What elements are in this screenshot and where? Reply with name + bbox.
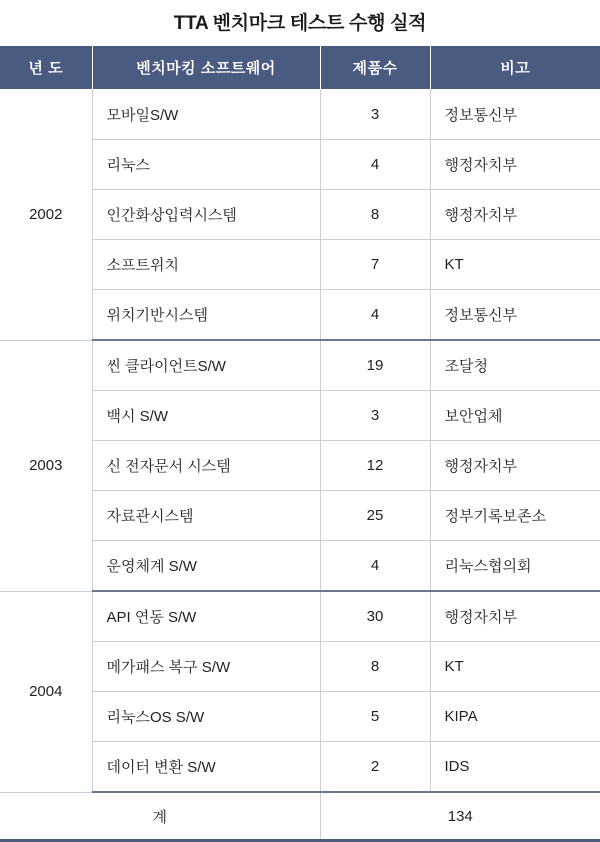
cell-count: 8	[320, 642, 430, 692]
cell-software: 인간화상입력시스템	[92, 190, 320, 240]
table-row	[0, 340, 600, 391]
cell-count: 5	[320, 692, 430, 742]
cell-note: IDS	[430, 742, 600, 793]
cell-count: 4	[320, 140, 430, 190]
total-row	[0, 792, 600, 841]
cell-note: 조달청	[430, 340, 600, 391]
page-title: TTA 벤치마크 테스트 수행 실적	[173, 13, 427, 34]
cell-count: 19	[320, 340, 430, 391]
table-footer	[0, 792, 600, 841]
cell-software: 씬 클라이언트S/W	[92, 340, 320, 391]
column-header-year: 년 도	[0, 46, 92, 90]
cell-software: 리눅스	[92, 140, 320, 190]
cell-year: 2003	[0, 340, 92, 591]
cell-software: 데이터 변환 S/W	[92, 742, 320, 793]
cell-software: 자료관시스템	[92, 491, 320, 541]
cell-note: 행정자치부	[430, 190, 600, 240]
cell-count: 3	[320, 90, 430, 140]
cell-count: 4	[320, 541, 430, 592]
cell-note: 정부기록보존소	[430, 491, 600, 541]
cell-count: 3	[320, 391, 430, 441]
cell-software: 메가패스 복구 S/W	[92, 642, 320, 692]
total-label: 계	[0, 792, 320, 841]
total-value: 134	[320, 792, 600, 841]
cell-note: 리눅스협의회	[430, 541, 600, 592]
cell-note: KIPA	[430, 692, 600, 742]
benchmark-table	[0, 45, 600, 842]
cell-note: KT	[430, 240, 600, 290]
column-header-note: 비고	[430, 46, 600, 90]
column-header-count: 제품수	[320, 46, 430, 90]
cell-software: 리눅스OS S/W	[92, 692, 320, 742]
table-body	[0, 90, 600, 793]
table-header	[0, 46, 600, 90]
cell-count: 7	[320, 240, 430, 290]
cell-year: 2004	[0, 591, 92, 792]
column-header-software: 벤치마킹 소프트웨어	[92, 46, 320, 90]
cell-count: 2	[320, 742, 430, 793]
cell-year: 2002	[0, 90, 92, 341]
cell-count: 12	[320, 441, 430, 491]
cell-note: 정보통신부	[430, 290, 600, 341]
cell-note: 행정자치부	[430, 441, 600, 491]
table-row	[0, 90, 600, 140]
cell-count: 30	[320, 591, 430, 642]
cell-count: 8	[320, 190, 430, 240]
cell-note: 행정자치부	[430, 591, 600, 642]
cell-count: 4	[320, 290, 430, 341]
table-header-row	[0, 46, 600, 90]
cell-software: 백시 S/W	[92, 391, 320, 441]
cell-count: 25	[320, 491, 430, 541]
cell-note: KT	[430, 642, 600, 692]
cell-software: 위치기반시스템	[92, 290, 320, 341]
cell-note: 정보통신부	[430, 90, 600, 140]
cell-software: 운영체계 S/W	[92, 541, 320, 592]
table-row	[0, 591, 600, 642]
cell-note: 보안업체	[430, 391, 600, 441]
cell-software: 모바일S/W	[92, 90, 320, 140]
cell-software: 신 전자문서 시스템	[92, 441, 320, 491]
cell-software: API 연동 S/W	[92, 591, 320, 642]
cell-note: 행정자치부	[430, 140, 600, 190]
cell-software: 소프트위치	[92, 240, 320, 290]
